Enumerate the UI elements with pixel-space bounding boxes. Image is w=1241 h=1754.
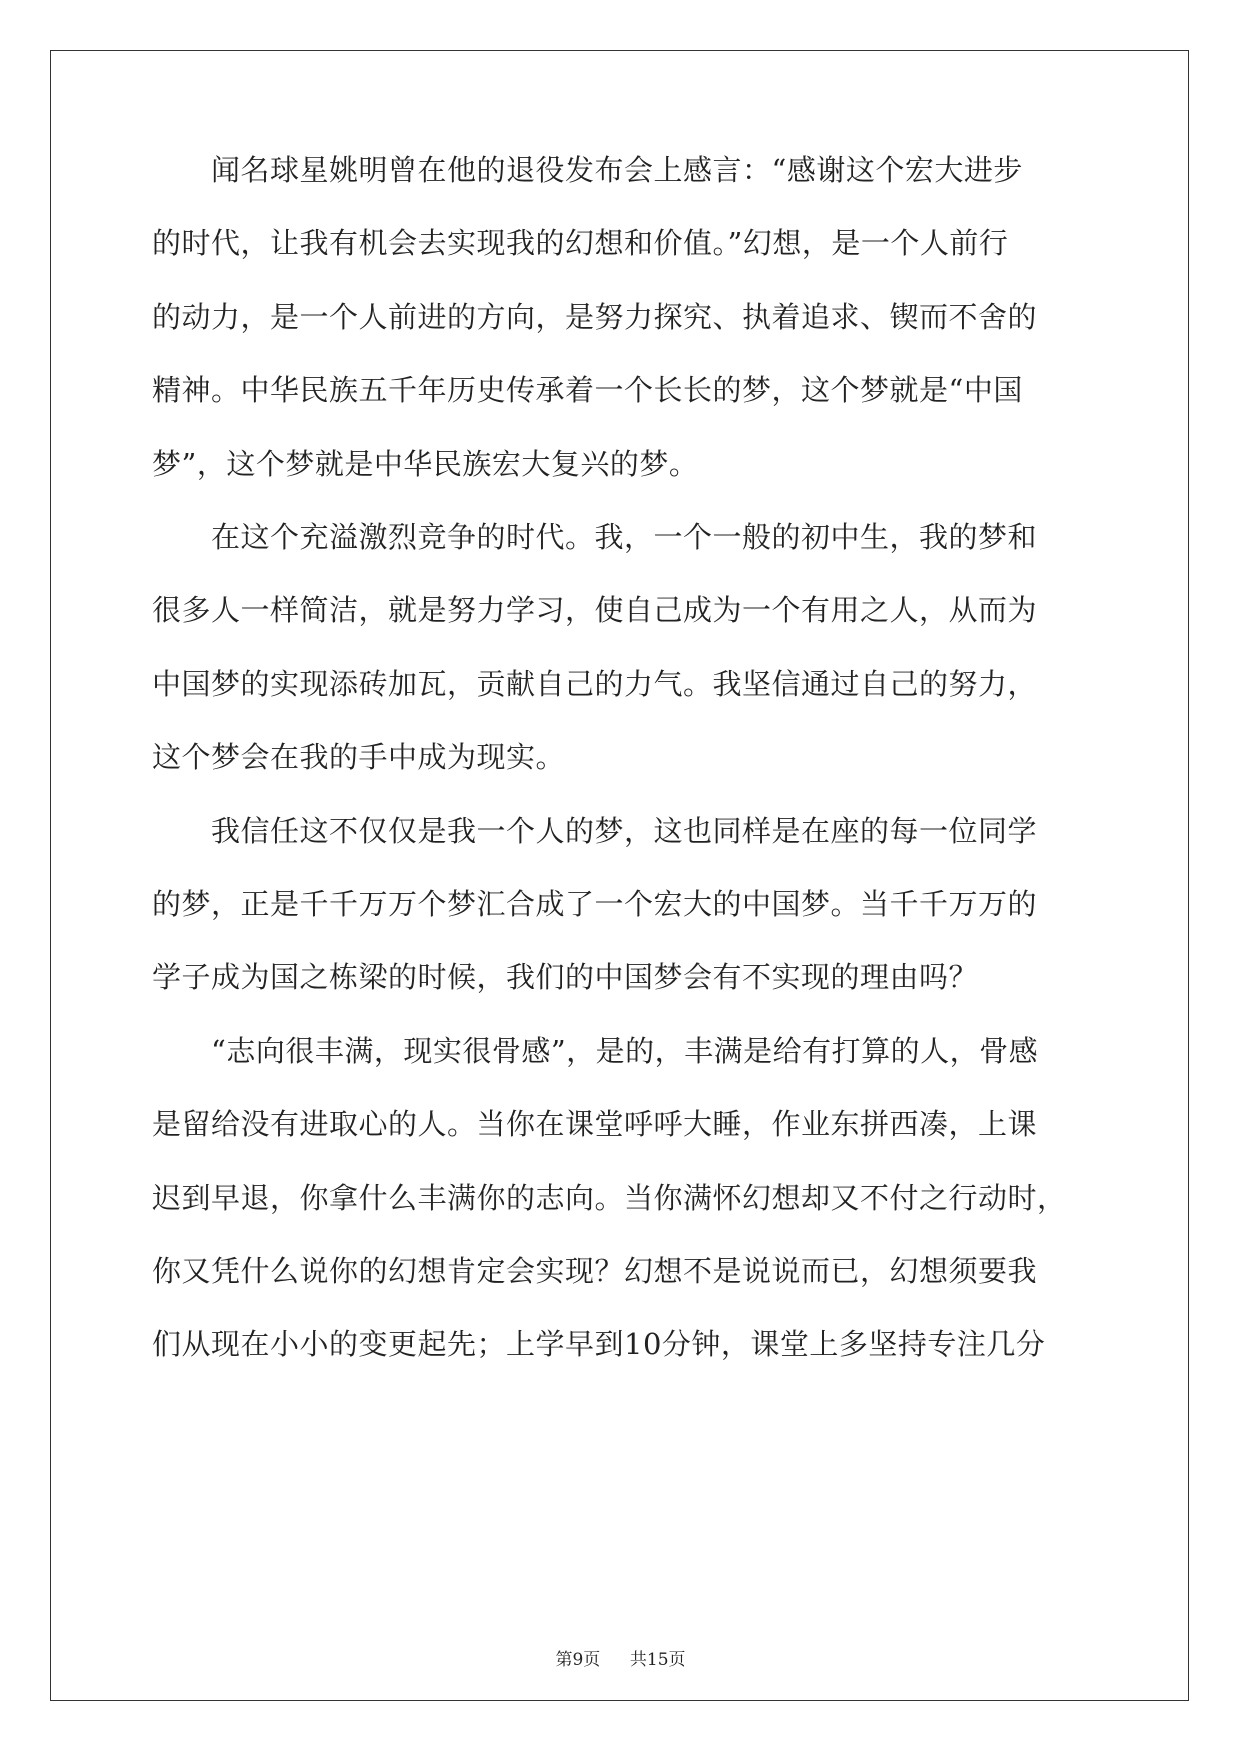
text-line: 的动力，是一个人前进的方向，是努力探究、执着追求、锲而不舍的 — [152, 299, 1038, 334]
page-footer — [0, 1645, 1241, 1670]
text-line: 闻名球星姚明曾在他的退役发布会上感言：“感谢这个宏大进步 — [211, 153, 1023, 187]
text-line: 的时代，让我有机会去实现我的幻想和价值。”幻想，是一个人前行 — [152, 226, 1009, 261]
text-line: 学子成为国之栋梁的时候，我们的中国梦会有不实现的理由吗？ — [152, 960, 979, 995]
page-number: 第9页 — [555, 1650, 601, 1670]
text-line: 是留给没有进取心的人。当你在课堂呼呼大睡，作业东拼西凑，上课 — [152, 1107, 1038, 1142]
text-line: 梦”，这个梦就是中华民族宏大复兴的梦。 — [152, 446, 699, 481]
text-line: 们从现在小小的变更起先；上学早到10分钟，课堂上多坚持专注几分 — [152, 1327, 1046, 1362]
text-line: “志向很丰满，现实很骨感”，是的，丰满是给有打算的人，骨感 — [211, 1033, 1039, 1068]
text-line: 这个梦会在我的手中成为现实。 — [152, 740, 566, 775]
text-line: 我信任这不仅仅是我一个人的梦，这也同样是在座的每一位同学 — [211, 813, 1038, 848]
text-line: 你又凭什么说你的幻想肯定会实现？幻想不是说说而已，幻想须要我 — [152, 1254, 1038, 1288]
text-line: 在这个充溢激烈竞争的时代。我，一个一般的初中生，我的梦和 — [211, 520, 1038, 554]
text-line: 的梦，正是千千万万个梦汇合成了一个宏大的中国梦。当千千万万的 — [152, 887, 1038, 921]
text-line: 精神。中华民族五千年历史传承着一个长长的梦，这个梦就是“中国 — [152, 373, 1023, 408]
text-line: 中国梦的实现添砖加瓦，贡献自己的力气。我坚信通过自己的努力， — [152, 666, 1038, 701]
text-line: 很多人一样简洁，就是努力学习，使自己成为一个有用之人，从而为 — [152, 593, 1038, 628]
page-total: 共15页 — [629, 1650, 686, 1670]
text-line: 迟到早退，你拿什么丰满你的志向。当你满怀幻想却又不付之行动时， — [152, 1180, 1067, 1215]
